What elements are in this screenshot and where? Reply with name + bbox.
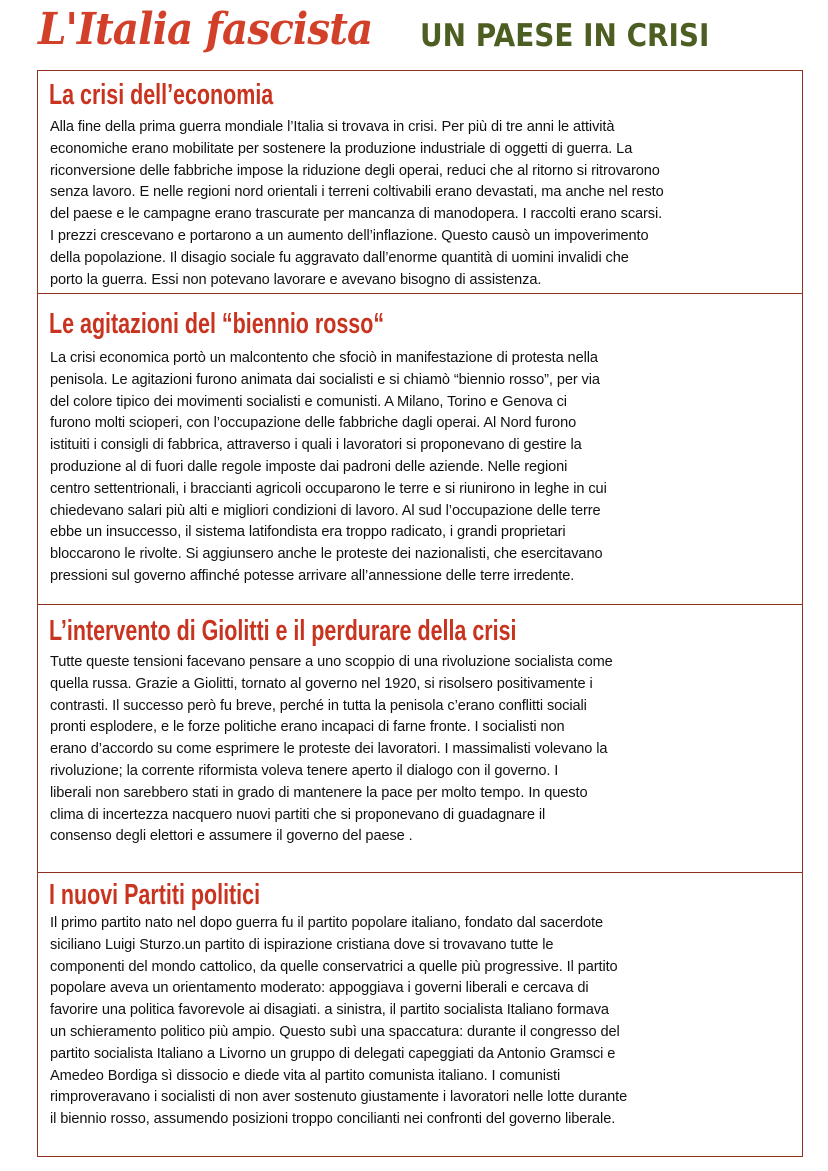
text-line: partito socialista Italiano a Livorno un gruppo di delegati capeggiati da Antonio Gramsci e xyxy=(50,1045,616,1062)
text-line: La crisi economica portò un malcontento che sfociò in manifestazione di protesta nella xyxy=(50,350,598,366)
section-body xyxy=(50,652,613,848)
section-new-parties xyxy=(37,872,803,1157)
section-giolitti xyxy=(37,604,803,873)
text-line: del colore tipico dei movimenti socialisti e comunisti. A Milano, Torino e Genova ci xyxy=(50,393,567,410)
text-line: della popolazione. Il disagio sociale fu aggravato dall’enorme quantità di uomini invalidi che xyxy=(50,249,629,266)
text-line: furono molti scioperi, con l’occupazione delle fabbriche dagli operai. Al Nord furono xyxy=(50,415,577,432)
page-title xyxy=(38,4,401,66)
text-line: un schieramento politico più ampio. Questo subì una spaccatura: durante il congresso del xyxy=(50,1023,620,1040)
text-line: riconversione delle fabbriche impose la riduzione degli operai, reduci che al ritorno si ritrovarono xyxy=(50,162,660,179)
section-heading: La crisi dell’economia xyxy=(49,79,274,111)
text-line: del paese e le campagne erano trascurate per mancanza di manodopera. I raccolti erano scarsi. xyxy=(50,206,663,223)
text-line: penisola. Le agitazioni furono animata dai socialisti e si chiamò “biennio rosso”, per via xyxy=(50,371,600,388)
text-line: ebbe un insuccesso, il sistema latifondista era troppo radicato, i grandi proprietari xyxy=(50,524,566,541)
section-body xyxy=(50,117,664,291)
section-heading: L’intervento di Giolitti e il perdurare della crisi xyxy=(49,615,517,647)
text-line: produzione al di fuori dalle regole imposte dai padroni delle aziende. Nelle regioni xyxy=(50,458,568,475)
text-line: consenso degli elettori e assumere il governo del paese . xyxy=(50,828,413,845)
page-subtitle: UN PAESE IN CRISI xyxy=(420,18,710,54)
title-script: L'Italia fascista xyxy=(38,4,373,55)
text-line: Amedeo Bordiga sì dissocio e diede vita al partito comunista italiano. I comunisti xyxy=(50,1067,561,1084)
text-line: Tutte queste tensioni facevano pensare a uno scoppio di una rivoluzione socialista come xyxy=(50,654,613,670)
text-line: Alla fine della prima guerra mondiale l’Italia si trovava in crisi. Per più di tre anni le attività xyxy=(50,119,615,135)
section-body xyxy=(50,348,607,588)
text-line: I prezzi crescevano e portarono a un aumento dell’inflazione. Questo causò un impoverimento xyxy=(50,227,649,244)
text-line: pressioni sul governo affinché potesse arrivare all’annessione delle terre irredente. xyxy=(50,567,575,584)
text-line: siciliano Luigi Sturzo.un partito di ispirazione cristiana dove si trovavano tutte le xyxy=(50,936,554,953)
text-line: clima di incertezza nacquero nuovi partiti che si proponevano di guadagnare il xyxy=(50,806,546,823)
text-line: erano d’accordo su come esprimere le proteste dei lavoratori. I massimalisti volevano la xyxy=(50,741,608,758)
text-line: contrasti. Il successo però fu breve, perché in tutta la penisola c’erano conflitti sociali xyxy=(50,697,587,714)
text-line: popolare aveva un orientamento moderato: appoggiava i governi liberali e cercava di xyxy=(50,980,589,997)
text-line: pronti esplodere, e le forze politiche erano incapaci di farne fronte. I socialisti non xyxy=(50,719,565,736)
text-line: Il primo partito nato nel dopo guerra fu il partito popolare italiano, fondato dal sacerdote xyxy=(50,915,604,931)
section-biennio-rosso xyxy=(37,293,803,605)
text-line: bloccarono le rivolte. Si aggiunsero anche le proteste dei nazionalisti, che esercitavano xyxy=(50,546,603,563)
text-line: senza lavoro. E nelle regioni nord orientali i terreni coltivabili erano devastati, ma anche nel resto xyxy=(50,184,664,201)
text-line: quella russa. Grazie a Giolitti, tornato al governo nel 1920, si risolsero positivamente i xyxy=(50,675,593,692)
text-line: centro settentrionali, i braccianti agricoli occuparono le terre e si riunirono in leghe in cui xyxy=(50,480,607,497)
section-heading: I nuovi Partiti politici xyxy=(49,879,261,911)
section-body xyxy=(50,913,627,1131)
text-line: liberali non sarebbero stati in grado di mantenere la pace per molto tempo. In questo xyxy=(50,784,588,801)
section-economic-crisis xyxy=(37,70,803,294)
text-line: rimproveravano i socialisti di non aver sostenuto giustamente i lavoratori nelle lotte durante xyxy=(50,1089,628,1106)
text-line: il biennio rosso, assumendo posizioni troppo concilianti nei confronti del governo liberale. xyxy=(50,1111,616,1128)
text-line: rivoluzione; la corrente riformista voleva tenere aperto il dialogo con il governo. I xyxy=(50,762,559,779)
text-line: porto la guerra. Essi non potevano lavorare e avevano bisogno di assistenza. xyxy=(50,271,542,288)
text-line: favorire una politica favorevole ai disagiati. a sinistra, il partito socialista Italiano formava xyxy=(50,1002,609,1019)
text-line: economiche erano mobilitate per sostenere la produzione industriale di oggetti di guerra. La xyxy=(50,140,633,157)
text-line: istituiti i consigli di fabbrica, attraverso i quali i lavoratori si proponevano di gestire la xyxy=(50,437,582,454)
text-line: componenti del mondo cattolico, da quelle conservatrici a quelle più progressive. Il partito xyxy=(50,958,618,975)
section-heading: Le agitazioni del “biennio rosso“ xyxy=(49,308,385,340)
text-line: chiedevano salari più alti e migliori condizioni di lavoro. Al sud l’occupazione delle terre xyxy=(50,502,601,519)
